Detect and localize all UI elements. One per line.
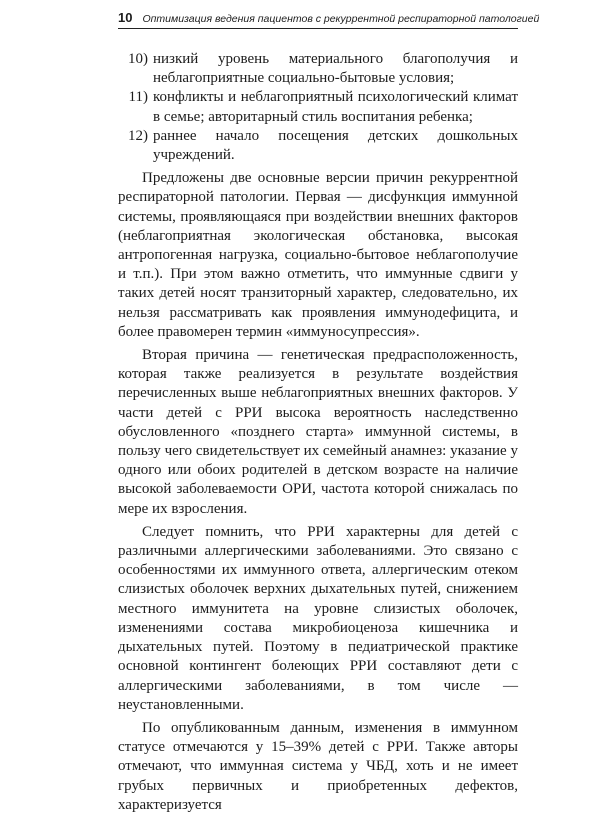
list-item [118,50,518,88]
list-item-number: 12) [128,127,148,144]
list-item-text: конфликты и неблагоприятный психологический климат в семье; авторитарный стиль воспитания ребенка; [153,89,518,125]
page-number: 10 [118,10,133,25]
list-item-text: низкий уровень материального благополучия и неблагоприятные социально-бытовые условия; [153,51,518,87]
list-item-number: 10) [128,51,148,67]
paragraph: Предложены две основные версии причин рекуррентной респираторной патологии. Первая — дисфункция иммунной системы, проявляющаяся при воздействии внешних факторов (неблагоприятная экологическая обстановка, высокая антропогенная нагрузка, социально-бытовое неблагополучие и т.п.). При этом важно отметить, что иммунные сдвиги у таких детей носят транзиторный характер, следовательно, их нельзя рассматривать как проявления иммунодефицита, и более правомерен термин «иммуносупрессия». [118,170,518,340]
list-item [118,88,518,126]
list-item-number: 11) [128,89,148,106]
list-item-text: раннее начало посещения детских дошкольных учреждений. [153,127,518,164]
page-content [118,50,518,819]
running-title: Оптимизация ведения пациентов с рекуррентной респираторной патологией [142,13,540,25]
paragraph: По опубликованным данным, изменения в иммунном статусе отмечаются у 15–39% детей с РРИ. Также авторы отмечают, что иммунная система у ЧБД, хоть и не имеет грубых первичных и приобретенных дефектов, характеризуется [118,719,518,813]
list-item [118,127,518,165]
paragraph: Следует помнить, что РРИ характерны для детей с различными аллергическими заболеваниями. Это связано с особенностями их иммунного ответа, аллергическим отеком слизистых оболочек верхних дыхательных путей, снижением местного иммунитета на уровне слизистых оболочек, изменениями состава микробиоценоза кишечника и дыхательных путей. Поэтому в педиатрической практике основной контингент болеющих РРИ составляют дети с аллергическими заболеваниями, в том числе — неустановленными. [118,523,518,713]
numbered-list [118,50,518,165]
paragraph: Вторая причина — генетическая предрасположенность, которая также реализуется в результате воздействия перечисленных выше неблагоприятных внешних факторов. У части детей с РРИ высока вероятность наследственно обусловленного «позднего старта» иммунной системы, в пользу чего свидетельствует их семейный анамнез: указание у одного или обоих родителей в детском возрасте на наличие высокой заболеваемости ОРИ, частота которой снижалась по мере их взросления. [118,347,518,517]
page-header [118,10,540,29]
